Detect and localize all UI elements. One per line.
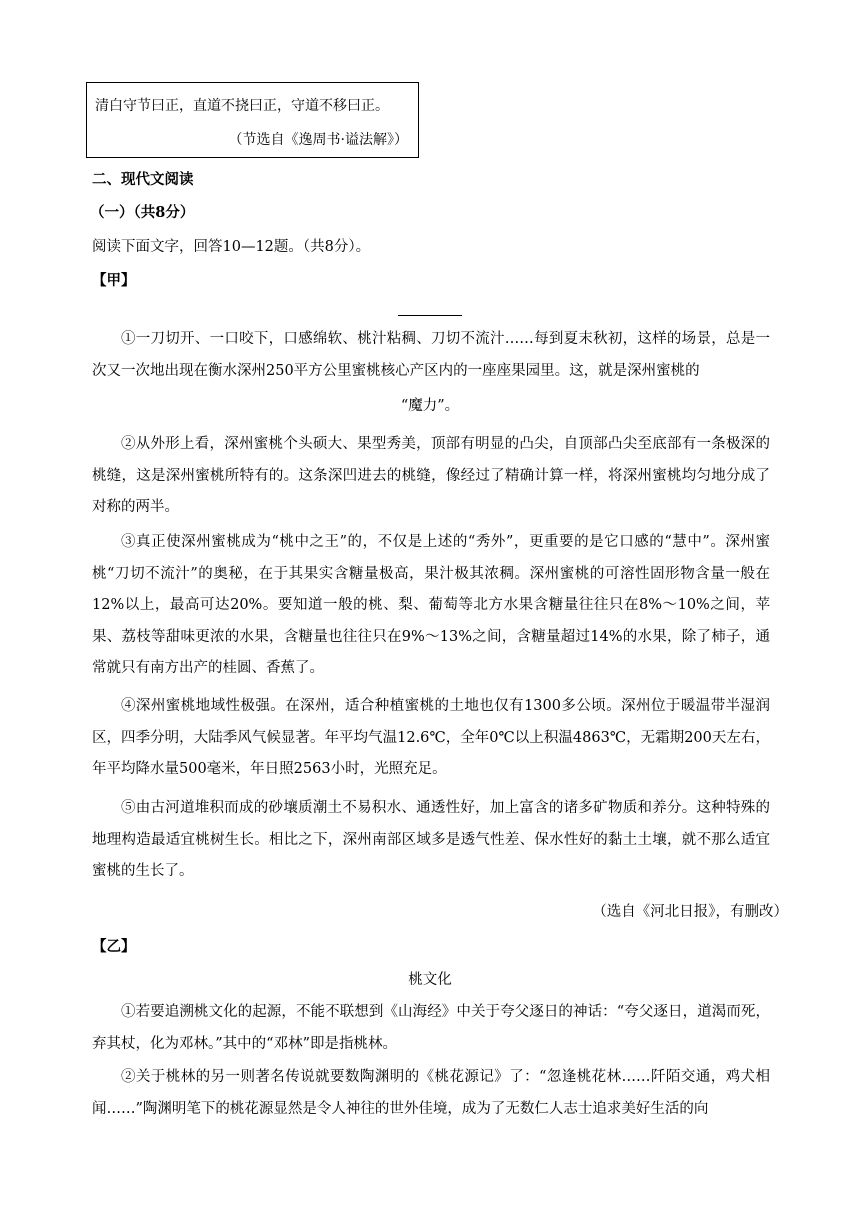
title-blank-line — [398, 315, 462, 316]
excerpt-source: （节选自《逸周书·谥法解》） — [228, 132, 408, 148]
paragraph-jia-2: ②从外形上看，深州蜜桃个头硕大、果型秀美，顶部有明显的凸尖，自顶部凸尖至底部有一条极深的桃缝，这是深州蜜桃所特有的。这条深凹进去的桃缝，像经过了精确计算一样，将深州蜜桃均匀地分成了对称的两半。 — [92, 436, 770, 515]
section-heading: 二、现代文阅读 — [92, 171, 194, 188]
paragraph-jia-4: ④深州蜜桃地域性极强。在深州，适合种植蜜桃的土地也仅有1300多公顷。深州位于暖温带半湿润区，四季分明，大陆季风气候显著。年平均气温12.6℃，全年0℃以上积温4863℃，无霜期200天左右，年平均降水量500毫米，年日照2563小时，光照充足。 — [92, 698, 770, 777]
paragraph-yi-2: ②关于桃林的另一则著名传说就要数陶渊明的《桃花源记》了：“忽逢桃花林……阡陌交通，鸡犬相闻……”陶渊明笔下的桃花源显然是令人神往的世外佳境，成为了无数仁人志士追求美好生活的向 — [92, 1069, 770, 1117]
instruction: 阅读下面文字，回答10—12题。（共8分）。 — [92, 239, 371, 255]
title-yi: 桃文化 — [408, 972, 452, 988]
section-label-yi: 【乙】 — [92, 938, 136, 955]
excerpt-text: 清白守节曰正，直道不挠曰正，守道不移曰正。 — [95, 98, 389, 114]
paragraph-jia-1-end: “魔力”。 — [400, 398, 460, 414]
excerpt-box — [86, 82, 419, 158]
paragraph-jia-1: ①一刀切开、一口咬下，口感绵软、桃汁粘稠、刀切不流汁……每到夏末秋初，这样的场景，总是一次又一次地出现在衡水深州250平方公里蜜桃核心产区内的一座座果园里。这，就是深州蜜桃的 — [92, 331, 770, 379]
section-label-jia: 【甲】 — [92, 272, 136, 289]
paragraph-jia-5: ⑤由古河道堆积而成的砂壤质潮土不易积水、通透性好，加上富含的诸多矿物质和养分。这种特殊的地理构造最适宜桃树生长。相比之下，深州南部区域多是透气性差、保水性好的黏土土壤，就不那么适宜蜜桃的生长了。 — [92, 800, 770, 879]
source-jia: （选自《河北日报》，有删改） — [592, 904, 788, 920]
sub-heading: （一）（共8分） — [90, 204, 195, 221]
paragraph-yi-1: ①若要追溯桃文化的起源，不能不联想到《山海经》中关于夸父逐日的神话：“夸父逐日，道渴而死，弃其杖，化为邓林。”其中的“邓林”即是指桃林。 — [92, 1004, 770, 1052]
paragraph-jia-3: ③真正使深州蜜桃成为“桃中之王”的，不仅是上述的“秀外”，更重要的是它口感的“慧中”。深州蜜桃“刀切不流汁”的奥秘，在于其果实含糖量极高，果汁极其浓稠。深州蜜桃的可溶性固形物含量一般在12%以上，最高可达20%。要知道一般的桃、梨、葡萄等北方水果含糖量往往只在8%～10%之间，苹果、荔枝等甜味更浓的水果，含糖量也往往只在9%～13%之间，含糖量超过14%的水果，除了柿子，通常就只有南方出产的桂圆、香蕉了。 — [92, 534, 770, 676]
